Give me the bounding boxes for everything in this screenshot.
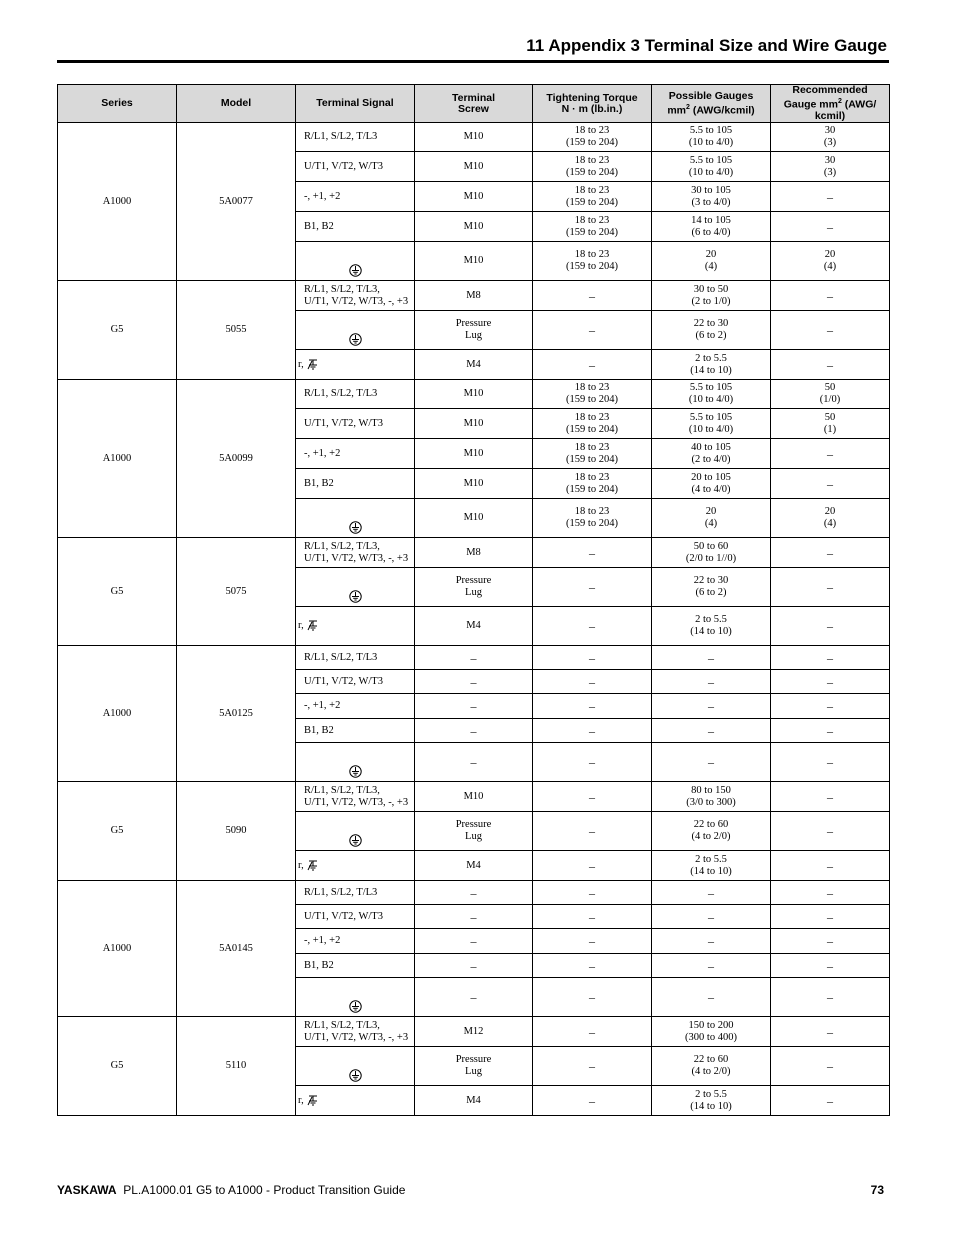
torque-cell: – xyxy=(533,905,652,929)
screw-cell: M10 xyxy=(415,242,533,281)
possible-cell: 22 to 30 (6 to 2) xyxy=(652,568,771,607)
table-row xyxy=(58,538,890,568)
table-row xyxy=(58,123,890,152)
torque-cell: 18 to 23 (159 to 204) xyxy=(533,409,652,439)
recommended-cell: – xyxy=(771,1086,890,1116)
possible-cell: – xyxy=(652,881,771,905)
recommended-cell: – xyxy=(771,568,890,607)
possible-cell: 30 to 105 (3 to 4/0) xyxy=(652,182,771,212)
possible-cell: – xyxy=(652,978,771,1017)
recommended-cell: – xyxy=(771,743,890,782)
recommended-cell: 50 (1/0) xyxy=(771,380,890,409)
ground-icon xyxy=(306,1095,319,1106)
model-cell: 5A0099 xyxy=(177,380,296,538)
torque-cell: – xyxy=(533,670,652,694)
possible-cell: 20 to 105 (4 to 4/0) xyxy=(652,469,771,499)
screw-cell: Pressure Lug xyxy=(415,311,533,350)
page-number: 73 xyxy=(870,1183,884,1197)
signal-cell xyxy=(296,1047,415,1086)
torque-cell: – xyxy=(533,743,652,782)
model-cell: 5110 xyxy=(177,1017,296,1116)
possible-cell: 40 to 105 (2 to 4/0) xyxy=(652,439,771,469)
signal-cell xyxy=(296,743,415,782)
screw-cell: M10 xyxy=(415,212,533,242)
torque-cell: – xyxy=(533,646,652,670)
possible-cell: 5.5 to 105 (10 to 4/0) xyxy=(652,409,771,439)
possible-cell: 2 to 5.5 (14 to 10) xyxy=(652,607,771,646)
torque-cell: 18 to 23 (159 to 204) xyxy=(533,152,652,182)
torque-cell: – xyxy=(533,978,652,1017)
possible-cell: – xyxy=(652,954,771,978)
signal-cell: R/L1, S/L2, T/L3, U/T1, V/T2, W/T3, -, +3 xyxy=(296,1017,415,1047)
series-cell: A1000 xyxy=(58,123,177,281)
model-cell: 5075 xyxy=(177,538,296,646)
signal-cell: R/L1, S/L2, T/L3, U/T1, V/T2, W/T3, -, +3 xyxy=(296,782,415,812)
ground-icon xyxy=(349,264,362,277)
column-header: Recommended Gauge $mm^2$ (AWG/ kcmil) xyxy=(771,85,890,123)
torque-cell: – xyxy=(533,281,652,311)
signal-text: r, xyxy=(298,859,307,871)
table-row xyxy=(58,782,890,812)
torque-cell: 18 to 23 (159 to 204) xyxy=(533,439,652,469)
page-title: 11 Appendix 3 Terminal Size and Wire Gauge xyxy=(526,36,887,55)
torque-cell: 18 to 23 (159 to 204) xyxy=(533,469,652,499)
signal-cell: U/T1, V/T2, W/T3 xyxy=(296,905,415,929)
torque-cell: 18 to 23 (159 to 204) xyxy=(533,212,652,242)
torque-cell: – xyxy=(533,954,652,978)
series-cell: A1000 xyxy=(58,646,177,782)
screw-cell: – xyxy=(415,978,533,1017)
screw-cell: – xyxy=(415,905,533,929)
signal-cell xyxy=(296,1086,415,1116)
screw-cell: M8 xyxy=(415,538,533,568)
ground-icon xyxy=(349,834,362,847)
screw-cell: M4 xyxy=(415,1086,533,1116)
recommended-cell: – xyxy=(771,1017,890,1047)
screw-cell: – xyxy=(415,929,533,954)
recommended-cell: – xyxy=(771,646,890,670)
signal-text: r, xyxy=(298,358,307,370)
ground-icon xyxy=(306,620,319,631)
recommended-cell: – xyxy=(771,954,890,978)
screw-cell: M10 xyxy=(415,152,533,182)
screw-cell: Pressure Lug xyxy=(415,568,533,607)
terminal-table xyxy=(57,84,890,1116)
screw-cell: – xyxy=(415,719,533,743)
torque-cell: – xyxy=(533,1086,652,1116)
torque-cell: 18 to 23 (159 to 204) xyxy=(533,499,652,538)
series-cell: G5 xyxy=(58,782,177,881)
series-cell: A1000 xyxy=(58,380,177,538)
recommended-cell: – xyxy=(771,538,890,568)
torque-cell: – xyxy=(533,568,652,607)
torque-cell: – xyxy=(533,607,652,646)
ground-icon xyxy=(349,521,362,534)
recommended-cell: – xyxy=(771,978,890,1017)
torque-cell: – xyxy=(533,851,652,881)
recommended-cell: – xyxy=(771,929,890,954)
possible-cell: – xyxy=(652,694,771,719)
screw-cell: – xyxy=(415,954,533,978)
recommended-cell: – xyxy=(771,212,890,242)
recommended-cell: – xyxy=(771,350,890,380)
ground-icon xyxy=(349,1069,362,1082)
recommended-cell: – xyxy=(771,469,890,499)
recommended-cell: – xyxy=(771,182,890,212)
recommended-cell: – xyxy=(771,851,890,881)
possible-cell: – xyxy=(652,929,771,954)
ground-icon xyxy=(349,1000,362,1013)
torque-cell: – xyxy=(533,812,652,851)
signal-cell: R/L1, S/L2, T/L3, U/T1, V/T2, W/T3, -, +3 xyxy=(296,538,415,568)
recommended-cell: – xyxy=(771,670,890,694)
screw-cell: M4 xyxy=(415,350,533,380)
column-header: Model xyxy=(177,85,296,123)
torque-cell: – xyxy=(533,929,652,954)
possible-cell: 2 to 5.5 (14 to 10) xyxy=(652,1086,771,1116)
signal-cell: -, +1, +2 xyxy=(296,694,415,719)
possible-cell: – xyxy=(652,719,771,743)
signal-cell: U/T1, V/T2, W/T3 xyxy=(296,152,415,182)
torque-cell: – xyxy=(533,311,652,350)
screw-cell: – xyxy=(415,743,533,782)
series-cell: G5 xyxy=(58,281,177,380)
torque-cell: – xyxy=(533,1047,652,1086)
signal-cell xyxy=(296,568,415,607)
torque-cell: – xyxy=(533,719,652,743)
column-header: Terminal Screw xyxy=(415,85,533,123)
screw-cell: M10 xyxy=(415,380,533,409)
signal-cell: U/T1, V/T2, W/T3 xyxy=(296,409,415,439)
recommended-cell: 30 (3) xyxy=(771,123,890,152)
table-row xyxy=(58,380,890,409)
signal-cell: R/L1, S/L2, T/L3 xyxy=(296,646,415,670)
column-header: Terminal Signal xyxy=(296,85,415,123)
screw-cell: M10 xyxy=(415,782,533,812)
signal-text: r, xyxy=(298,1094,307,1106)
signal-cell: B1, B2 xyxy=(296,212,415,242)
possible-cell: 80 to 150 (3/0 to 300) xyxy=(652,782,771,812)
screw-cell: – xyxy=(415,694,533,719)
signal-text: r, xyxy=(298,620,307,631)
torque-cell: – xyxy=(533,782,652,812)
possible-cell: – xyxy=(652,646,771,670)
recommended-cell: 30 (3) xyxy=(771,152,890,182)
model-cell: 5A0145 xyxy=(177,881,296,1017)
signal-cell xyxy=(296,311,415,350)
recommended-cell: – xyxy=(771,881,890,905)
footer-doc xyxy=(57,1183,405,1197)
possible-cell: 20 (4) xyxy=(652,242,771,281)
series-cell: A1000 xyxy=(58,881,177,1017)
screw-cell: M10 xyxy=(415,182,533,212)
signal-cell: R/L1, S/L2, T/L3, U/T1, V/T2, W/T3, -, +3 xyxy=(296,281,415,311)
signal-cell xyxy=(296,851,415,881)
torque-cell: 18 to 23 (159 to 204) xyxy=(533,182,652,212)
table-body xyxy=(58,123,890,1116)
recommended-cell: – xyxy=(771,607,890,646)
title-rule xyxy=(57,60,889,63)
signal-cell xyxy=(296,499,415,538)
ground-icon xyxy=(306,359,319,370)
ground-icon xyxy=(306,860,319,871)
recommended-cell: – xyxy=(771,719,890,743)
possible-cell: 5.5 to 105 (10 to 4/0) xyxy=(652,123,771,152)
signal-cell xyxy=(296,978,415,1017)
torque-cell: – xyxy=(533,694,652,719)
possible-cell: – xyxy=(652,670,771,694)
possible-cell: 2 to 5.5 (14 to 10) xyxy=(652,851,771,881)
signal-cell: R/L1, S/L2, T/L3 xyxy=(296,380,415,409)
torque-cell: – xyxy=(533,881,652,905)
torque-cell: 18 to 23 (159 to 204) xyxy=(533,123,652,152)
screw-cell: Pressure Lug xyxy=(415,812,533,851)
model-cell: 5A0077 xyxy=(177,123,296,281)
signal-cell xyxy=(296,812,415,851)
possible-cell: 20 (4) xyxy=(652,499,771,538)
torque-cell: – xyxy=(533,538,652,568)
possible-cell: 22 to 60 (4 to 2/0) xyxy=(652,1047,771,1086)
signal-cell: B1, B2 xyxy=(296,719,415,743)
signal-cell: R/L1, S/L2, T/L3 xyxy=(296,123,415,152)
table-row xyxy=(58,881,890,905)
column-header: Possible Gauges $mm^2$ (AWG/kcmil) xyxy=(652,85,771,123)
signal-cell: B1, B2 xyxy=(296,954,415,978)
footer-doc-title: PL.A1000.01 G5 to A1000 - Product Transition Guide xyxy=(123,1183,406,1197)
possible-cell: 50 to 60 (2/0 to 1//0) xyxy=(652,538,771,568)
model-cell: 5A0125 xyxy=(177,646,296,782)
recommended-cell: – xyxy=(771,812,890,851)
screw-cell: M10 xyxy=(415,439,533,469)
screw-cell: – xyxy=(415,670,533,694)
screw-cell: – xyxy=(415,881,533,905)
possible-cell: 150 to 200 (300 to 400) xyxy=(652,1017,771,1047)
screw-cell: M10 xyxy=(415,123,533,152)
column-header: Tightening Torque N · m (lb.in.) xyxy=(533,85,652,123)
possible-cell: – xyxy=(652,743,771,782)
recommended-cell: – xyxy=(771,311,890,350)
series-cell: G5 xyxy=(58,538,177,646)
signal-cell: -, +1, +2 xyxy=(296,439,415,469)
possible-cell: 22 to 30 (6 to 2) xyxy=(652,311,771,350)
ground-icon xyxy=(349,590,362,603)
torque-cell: – xyxy=(533,350,652,380)
possible-cell: 5.5 to 105 (10 to 4/0) xyxy=(652,152,771,182)
footer-brand: YASKAWA xyxy=(57,1183,117,1197)
recommended-cell: 20 (4) xyxy=(771,499,890,538)
table-header-row xyxy=(58,85,890,123)
recommended-cell: 20 (4) xyxy=(771,242,890,281)
screw-cell: – xyxy=(415,646,533,670)
model-cell: 5090 xyxy=(177,782,296,881)
screw-cell: M10 xyxy=(415,499,533,538)
recommended-cell: – xyxy=(771,694,890,719)
possible-cell: 5.5 to 105 (10 to 4/0) xyxy=(652,380,771,409)
screw-cell: M8 xyxy=(415,281,533,311)
signal-cell: -, +1, +2 xyxy=(296,929,415,954)
possible-cell: 22 to 60 (4 to 2/0) xyxy=(652,812,771,851)
signal-cell: U/T1, V/T2, W/T3 xyxy=(296,670,415,694)
torque-cell: 18 to 23 (159 to 204) xyxy=(533,380,652,409)
screw-cell: M10 xyxy=(415,469,533,499)
recommended-cell: – xyxy=(771,281,890,311)
ground-icon xyxy=(349,765,362,778)
signal-cell: B1, B2 xyxy=(296,469,415,499)
recommended-cell: 50 (1) xyxy=(771,409,890,439)
screw-cell: M4 xyxy=(415,851,533,881)
torque-cell: – xyxy=(533,1017,652,1047)
signal-cell xyxy=(296,350,415,380)
possible-cell: – xyxy=(652,905,771,929)
ground-icon xyxy=(349,333,362,346)
recommended-cell: – xyxy=(771,439,890,469)
table-row xyxy=(58,1017,890,1047)
torque-cell: 18 to 23 (159 to 204) xyxy=(533,242,652,281)
possible-cell: 14 to 105 (6 to 4/0) xyxy=(652,212,771,242)
possible-cell: 30 to 50 (2 to 1/0) xyxy=(652,281,771,311)
recommended-cell: – xyxy=(771,905,890,929)
signal-cell: R/L1, S/L2, T/L3 xyxy=(296,881,415,905)
screw-cell: M10 xyxy=(415,409,533,439)
recommended-cell: – xyxy=(771,1047,890,1086)
signal-cell xyxy=(296,242,415,281)
recommended-cell: – xyxy=(771,782,890,812)
screw-cell: M4 xyxy=(415,607,533,646)
screw-cell: M12 xyxy=(415,1017,533,1047)
table-row xyxy=(58,646,890,670)
screw-cell: Pressure Lug xyxy=(415,1047,533,1086)
signal-cell: -, +1, +2 xyxy=(296,182,415,212)
table-row xyxy=(58,281,890,311)
column-header: Series xyxy=(58,85,177,123)
model-cell: 5055 xyxy=(177,281,296,380)
possible-cell: 2 to 5.5 (14 to 10) xyxy=(652,350,771,380)
series-cell: G5 xyxy=(58,1017,177,1116)
signal-cell xyxy=(296,607,415,646)
